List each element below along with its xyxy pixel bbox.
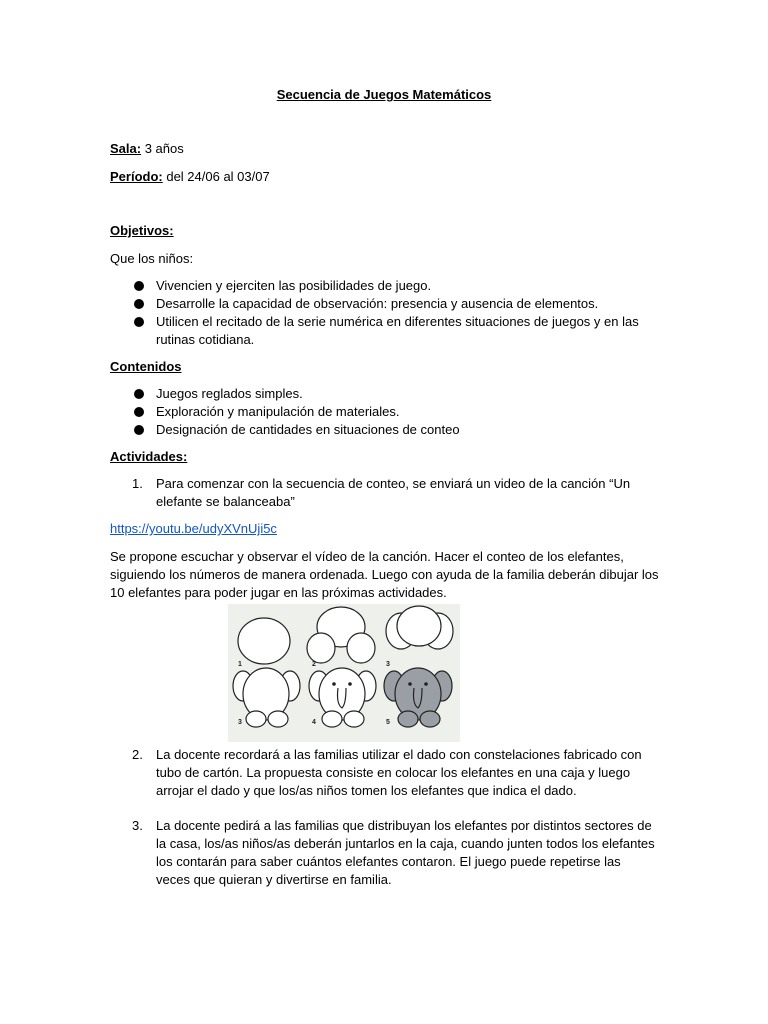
bullet-icon	[134, 389, 144, 399]
step-number: 5	[386, 719, 390, 726]
item-number: 1.	[132, 476, 143, 491]
contenidos-heading: Contenidos	[110, 359, 182, 374]
bullet-icon	[134, 407, 144, 417]
bullet-icon	[134, 281, 144, 291]
sala-label: Sala:	[110, 141, 142, 156]
step-number: 4	[312, 719, 316, 726]
actividad-text: La docente pedirá a las familias que distribuyan los elefantes por distintos sectores de la casa, los/as niños/as deberán juntarlos en la caja, cuando junten todos los elefantes los contarán para saber cuántos elefantes contaron. El juego puede repetirse las veces que quieran y divertirse en familia.	[156, 818, 655, 887]
step-number: 3	[238, 719, 242, 726]
bullet-icon	[134, 425, 144, 435]
objetivos-intro: Que los niños:	[110, 251, 194, 266]
step-number: 2	[312, 661, 316, 668]
actividad-text: Para comenzar con la secuencia de conteo, se enviará un video de la canción “Un elefante se balanceaba”	[156, 476, 631, 509]
sala-value: 3 años	[141, 141, 184, 156]
sala-line	[110, 140, 184, 158]
document-title: Secuencia de Juegos Matemáticos	[276, 87, 492, 102]
video-link[interactable]: https://youtu.be/udyXVnUji5c	[110, 521, 277, 536]
periodo-label: Período:	[110, 169, 163, 184]
step-number: 1	[238, 661, 242, 668]
bullet-icon	[134, 299, 144, 309]
bullet-icon	[134, 317, 144, 327]
actividad-text: La docente recordará a las familias utilizar el dado con constelaciones fabricado con tubo de cartón. La propuesta consiste en colocar los elefantes en una caja y luego arrojar el dado y que los/as niños tomen los elefantes que indica el dado.	[156, 747, 642, 798]
item-number: 3.	[132, 818, 143, 833]
periodo-line	[110, 168, 270, 186]
periodo-value: del 24/06 al 03/07	[162, 169, 270, 184]
objetivos-heading: Objetivos:	[110, 223, 174, 238]
item-number: 2.	[132, 747, 143, 762]
step-number: 3	[386, 661, 390, 668]
activity-paragraph: Se propone escuchar y observar el vídeo de la canción. Hacer el conteo de los elefantes, siguiendo los números de manera ordenada. Luego con ayuda de la familia deberán dibujar los 10 elefantes para poder jugar en las próximas actividades.	[110, 549, 659, 600]
actividades-heading: Actividades:	[110, 449, 188, 464]
elephant-drawing-steps-image	[228, 604, 460, 742]
